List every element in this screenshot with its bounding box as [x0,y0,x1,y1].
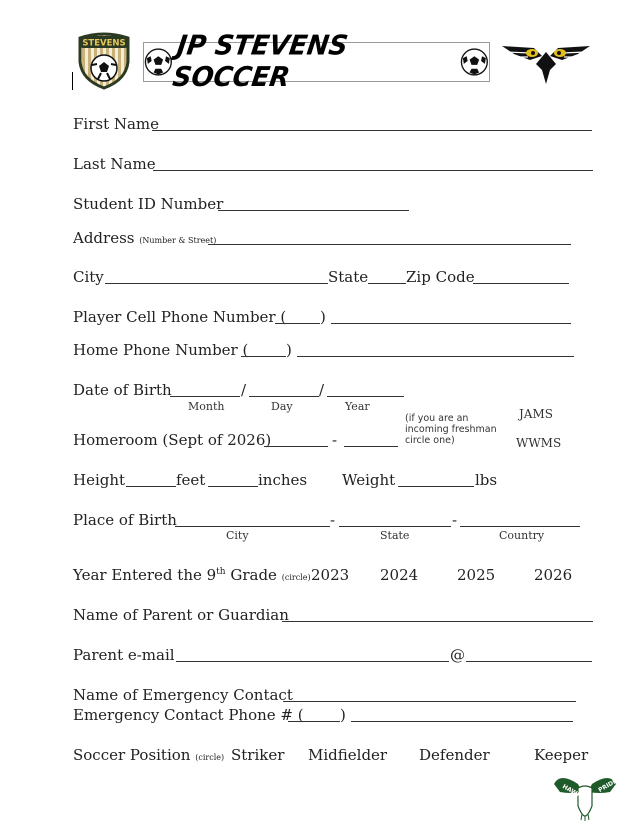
at-sign: @ [450,646,465,664]
student-id-label: Student ID Number [73,195,224,213]
position-option-striker[interactable]: Striker [231,746,285,764]
emergency-phone-label: Emergency Contact Phone # ( [73,706,304,724]
weight-field[interactable] [398,470,474,487]
parent-email-label: Parent e-mail [73,646,175,664]
svg-text:STEVENS: STEVENS [82,38,126,49]
stevens-shield-logo [76,32,132,90]
homeroom-label: Homeroom (Sept of 2026) [73,431,272,449]
paren-close: ) [340,706,346,724]
student-id-row [73,195,223,213]
soccer-position-text: Soccer Position [73,746,191,764]
state-field[interactable] [368,267,406,284]
first-name-field[interactable] [152,114,592,131]
dob-label: Date of Birth [73,381,172,399]
pob-country-caption: Country [499,529,545,542]
position-option-defender[interactable]: Defender [419,746,490,764]
text-cursor [72,72,73,90]
feet-label: feet [176,471,206,489]
emergency-name-field[interactable] [283,685,576,702]
last-name-label: Last Name [73,155,156,173]
dob-year-field[interactable] [327,380,404,397]
parent-email-user-field[interactable] [176,645,449,662]
hawk-pride-left-text: HAWK [561,783,583,800]
homeroom-field-2[interactable] [344,430,398,447]
zip-label: Zip Code [406,268,475,286]
parent-email-domain-field[interactable] [466,645,592,662]
inches-label: inches [258,471,308,489]
year-entered-label [73,566,311,584]
pob-state-caption: State [380,529,410,542]
paren-close: ) [286,341,292,359]
height-feet-field[interactable] [126,470,176,487]
lbs-label: lbs [475,471,498,489]
height-label: Height [73,471,126,489]
parent-name-field[interactable] [282,605,593,622]
position-option-keeper[interactable]: Keeper [534,746,589,764]
dob-year-caption: Year [345,400,370,413]
school-option-jams[interactable]: JAMS [519,407,553,421]
last-name-row [73,155,156,173]
dob-slash: / [241,381,247,399]
title-banner [143,30,490,94]
year-option-2026[interactable]: 2026 [534,566,573,584]
year-entered-prefix: Year Entered the 9 [73,566,217,584]
home-phone-area-code-field[interactable] [241,340,286,357]
dob-slash: / [319,381,325,399]
city-label: City [73,268,104,286]
homeroom-dash: - [332,431,338,449]
pob-country-field[interactable] [460,510,580,527]
height-inches-field[interactable] [208,470,258,487]
place-of-birth-label: Place of Birth [73,511,177,529]
state-label: State [328,268,369,286]
circle-hint: (circle) [281,573,311,582]
dob-month-field[interactable] [170,380,240,397]
parent-name-label: Name of Parent or Guardian [73,606,289,624]
emergency-name-label: Name of Emergency Contact [73,686,293,704]
hawk-pride-logo [552,770,618,822]
hawk-eyes-logo-icon [500,40,592,86]
player-cell-area-code-field[interactable] [275,307,320,324]
pob-state-field[interactable] [339,510,451,527]
emergency-phone-area-code-field[interactable] [288,705,340,722]
address-hint: (Number & Street) [139,236,217,245]
banner-title: JP STEVENS SOCCER [170,30,350,94]
soccer-ball-icon [144,47,173,77]
zip-field[interactable] [473,267,569,284]
hawk-logo [500,40,592,86]
address-label: Address [73,229,135,247]
hawk-pride-right-text: PRIDE [597,777,618,794]
year-option-2024[interactable]: 2024 [380,566,419,584]
school-option-wwms[interactable]: WWMS [516,436,562,450]
year-entered-sup: th [216,567,226,577]
dob-day-field[interactable] [249,380,319,397]
pob-city-caption: City [226,529,249,542]
position-option-midfielder[interactable]: Midfielder [308,746,388,764]
first-name-label: First Name [73,115,160,133]
home-phone-number-field[interactable] [297,340,574,357]
hawk-pride-logo-icon [552,770,618,822]
player-cell-label: Player Cell Phone Number ( [73,308,287,326]
first-name-row [73,115,159,133]
pob-dash: - [452,511,458,529]
student-id-field[interactable] [218,194,409,211]
home-phone-label: Home Phone Number ( [73,341,249,359]
circle-hint: (circle) [195,753,225,762]
dob-day-caption: Day [271,400,293,413]
homeroom-field-1[interactable] [264,430,328,447]
city-field[interactable] [105,267,328,284]
soccer-ball-icon [460,47,489,77]
homeroom-note: (if you are an incoming freshman circle one) [405,413,497,446]
paren-close: ) [320,308,326,326]
player-cell-number-field[interactable] [331,307,571,324]
weight-label: Weight [342,471,396,489]
emergency-phone-number-field[interactable] [351,705,573,722]
address-field[interactable] [208,228,571,245]
year-entered-suffix: Grade [225,566,277,584]
stevens-shield-soccer-logo-icon [76,32,132,90]
dob-month-caption: Month [188,400,225,413]
last-name-field[interactable] [153,154,593,171]
pob-city-field[interactable] [175,510,330,527]
address-row [73,229,216,247]
soccer-position-label [73,746,224,764]
year-option-2025[interactable]: 2025 [457,566,496,584]
pob-dash: - [330,511,336,529]
year-option-2023[interactable]: 2023 [311,566,350,584]
